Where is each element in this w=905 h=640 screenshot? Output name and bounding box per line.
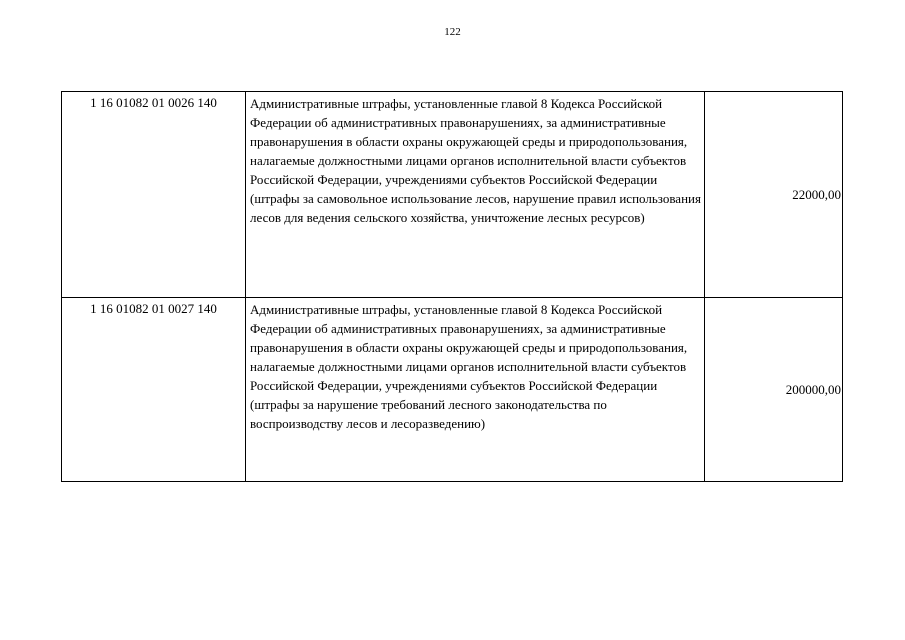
table-row bbox=[62, 298, 843, 482]
amount-cell: 22000,00 bbox=[705, 92, 843, 298]
table-row bbox=[62, 92, 843, 298]
page-number: 122 bbox=[444, 26, 461, 38]
budget-code-cell: 1 16 01082 01 0026 140 bbox=[62, 92, 246, 298]
description-cell: Административные штрафы, установленные главой 8 Кодекса Российской Федерации об административных правонарушениях, за административные правонарушения в области охраны окружающей среды и природопользования, налагаемые должностными лицами органов исполнительной власти субъектов Российской Федерации, учреждениями субъектов Российской Федерации (штрафы за самовольное использование лесов, нарушение правил использования лесов для ведения сельского хозяйства, уничтожение лесных ресурсов) bbox=[246, 92, 705, 298]
budget-code-cell: 1 16 01082 01 0027 140 bbox=[62, 298, 246, 482]
description-cell: Административные штрафы, установленные главой 8 Кодекса Российской Федерации об административных правонарушениях, за административные правонарушения в области охраны окружающей среды и природопользования, налагаемые должностными лицами органов исполнительной власти субъектов Российской Федерации, учреждениями субъектов Российской Федерации (штрафы за нарушение требований лесного законодательства по воспроизводству лесов и лесоразведению) bbox=[246, 298, 705, 482]
amount-cell: 200000,00 bbox=[705, 298, 843, 482]
budget-codes-table bbox=[61, 91, 843, 482]
